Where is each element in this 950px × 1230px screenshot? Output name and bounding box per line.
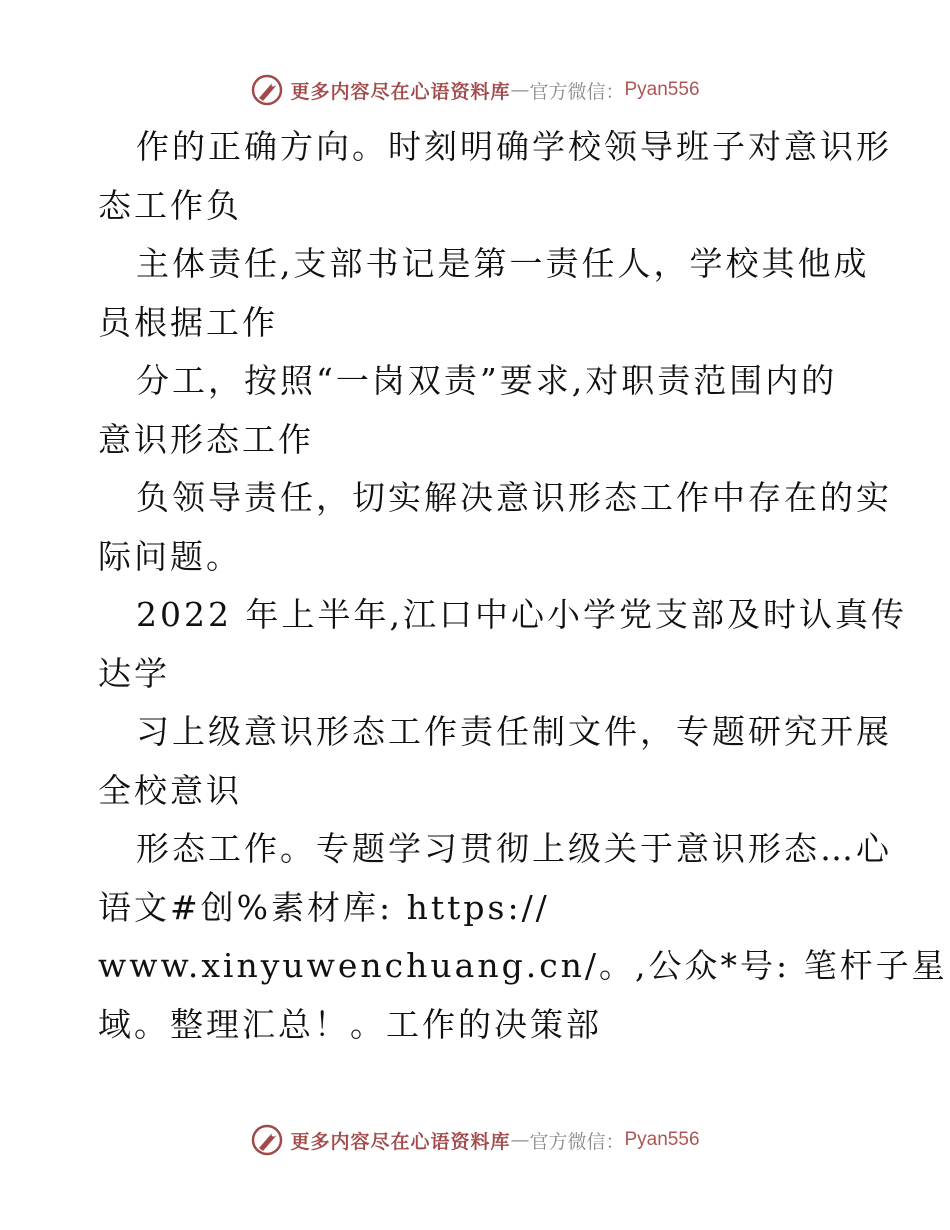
text-line: 全校意识 (98, 770, 242, 810)
banner-wechat-id: Pyan556 (624, 1129, 700, 1150)
text-line: 分工，按照“一岗双责”要求,对职责范围内的 (136, 361, 838, 400)
text-line: 态工作负 (98, 185, 242, 225)
banner-main-text: 更多内容尽在心语资料库 (290, 80, 511, 103)
text-line: 域。整理汇总！。工作的决策部 (98, 1004, 602, 1044)
text-line: 员根据工作 (98, 302, 278, 342)
text-line: www.xinyuwenchuang.cn/。,公众*号: 笔杆子星 (98, 946, 948, 985)
banner-dash: — (510, 79, 530, 101)
pen-nib-logo-icon (250, 73, 284, 107)
text-line: 形态工作。专题学习贯彻上级关于意识形态…心 (136, 829, 892, 868)
pen-nib-logo-icon (250, 1123, 284, 1157)
text-line: 语文#创%素材库: https:// (98, 887, 550, 927)
text-line: 意识形态工作 (98, 419, 314, 459)
banner-dash: — (510, 1129, 530, 1151)
text-line: 主体责任,支部书记是第一责任人，学校其他成 (136, 244, 870, 283)
text-line: 负领导责任，切实解决意识形态工作中存在的实 (136, 478, 892, 517)
footer-banner (0, 1120, 950, 1160)
banner-main-text: 更多内容尽在心语资料库 (290, 1130, 511, 1153)
document-body (98, 118, 948, 1054)
text-line: 习上级意识形态工作责任制文件，专题研究开展 (136, 712, 892, 751)
text-line: 作的正确方向。时刻明确学校领导班子对意识形 (136, 127, 892, 166)
text-line: 2022 年上半年,江口中心小学党支部及时认真传 (136, 595, 907, 634)
banner-sub-text: 官方微信： (529, 1130, 625, 1153)
banner-sub-text: 官方微信： (529, 80, 625, 103)
text-line: 达学 (98, 653, 170, 693)
text-line: 际问题。 (98, 536, 242, 576)
banner-wechat-id: Pyan556 (624, 79, 700, 100)
header-banner (0, 70, 950, 110)
